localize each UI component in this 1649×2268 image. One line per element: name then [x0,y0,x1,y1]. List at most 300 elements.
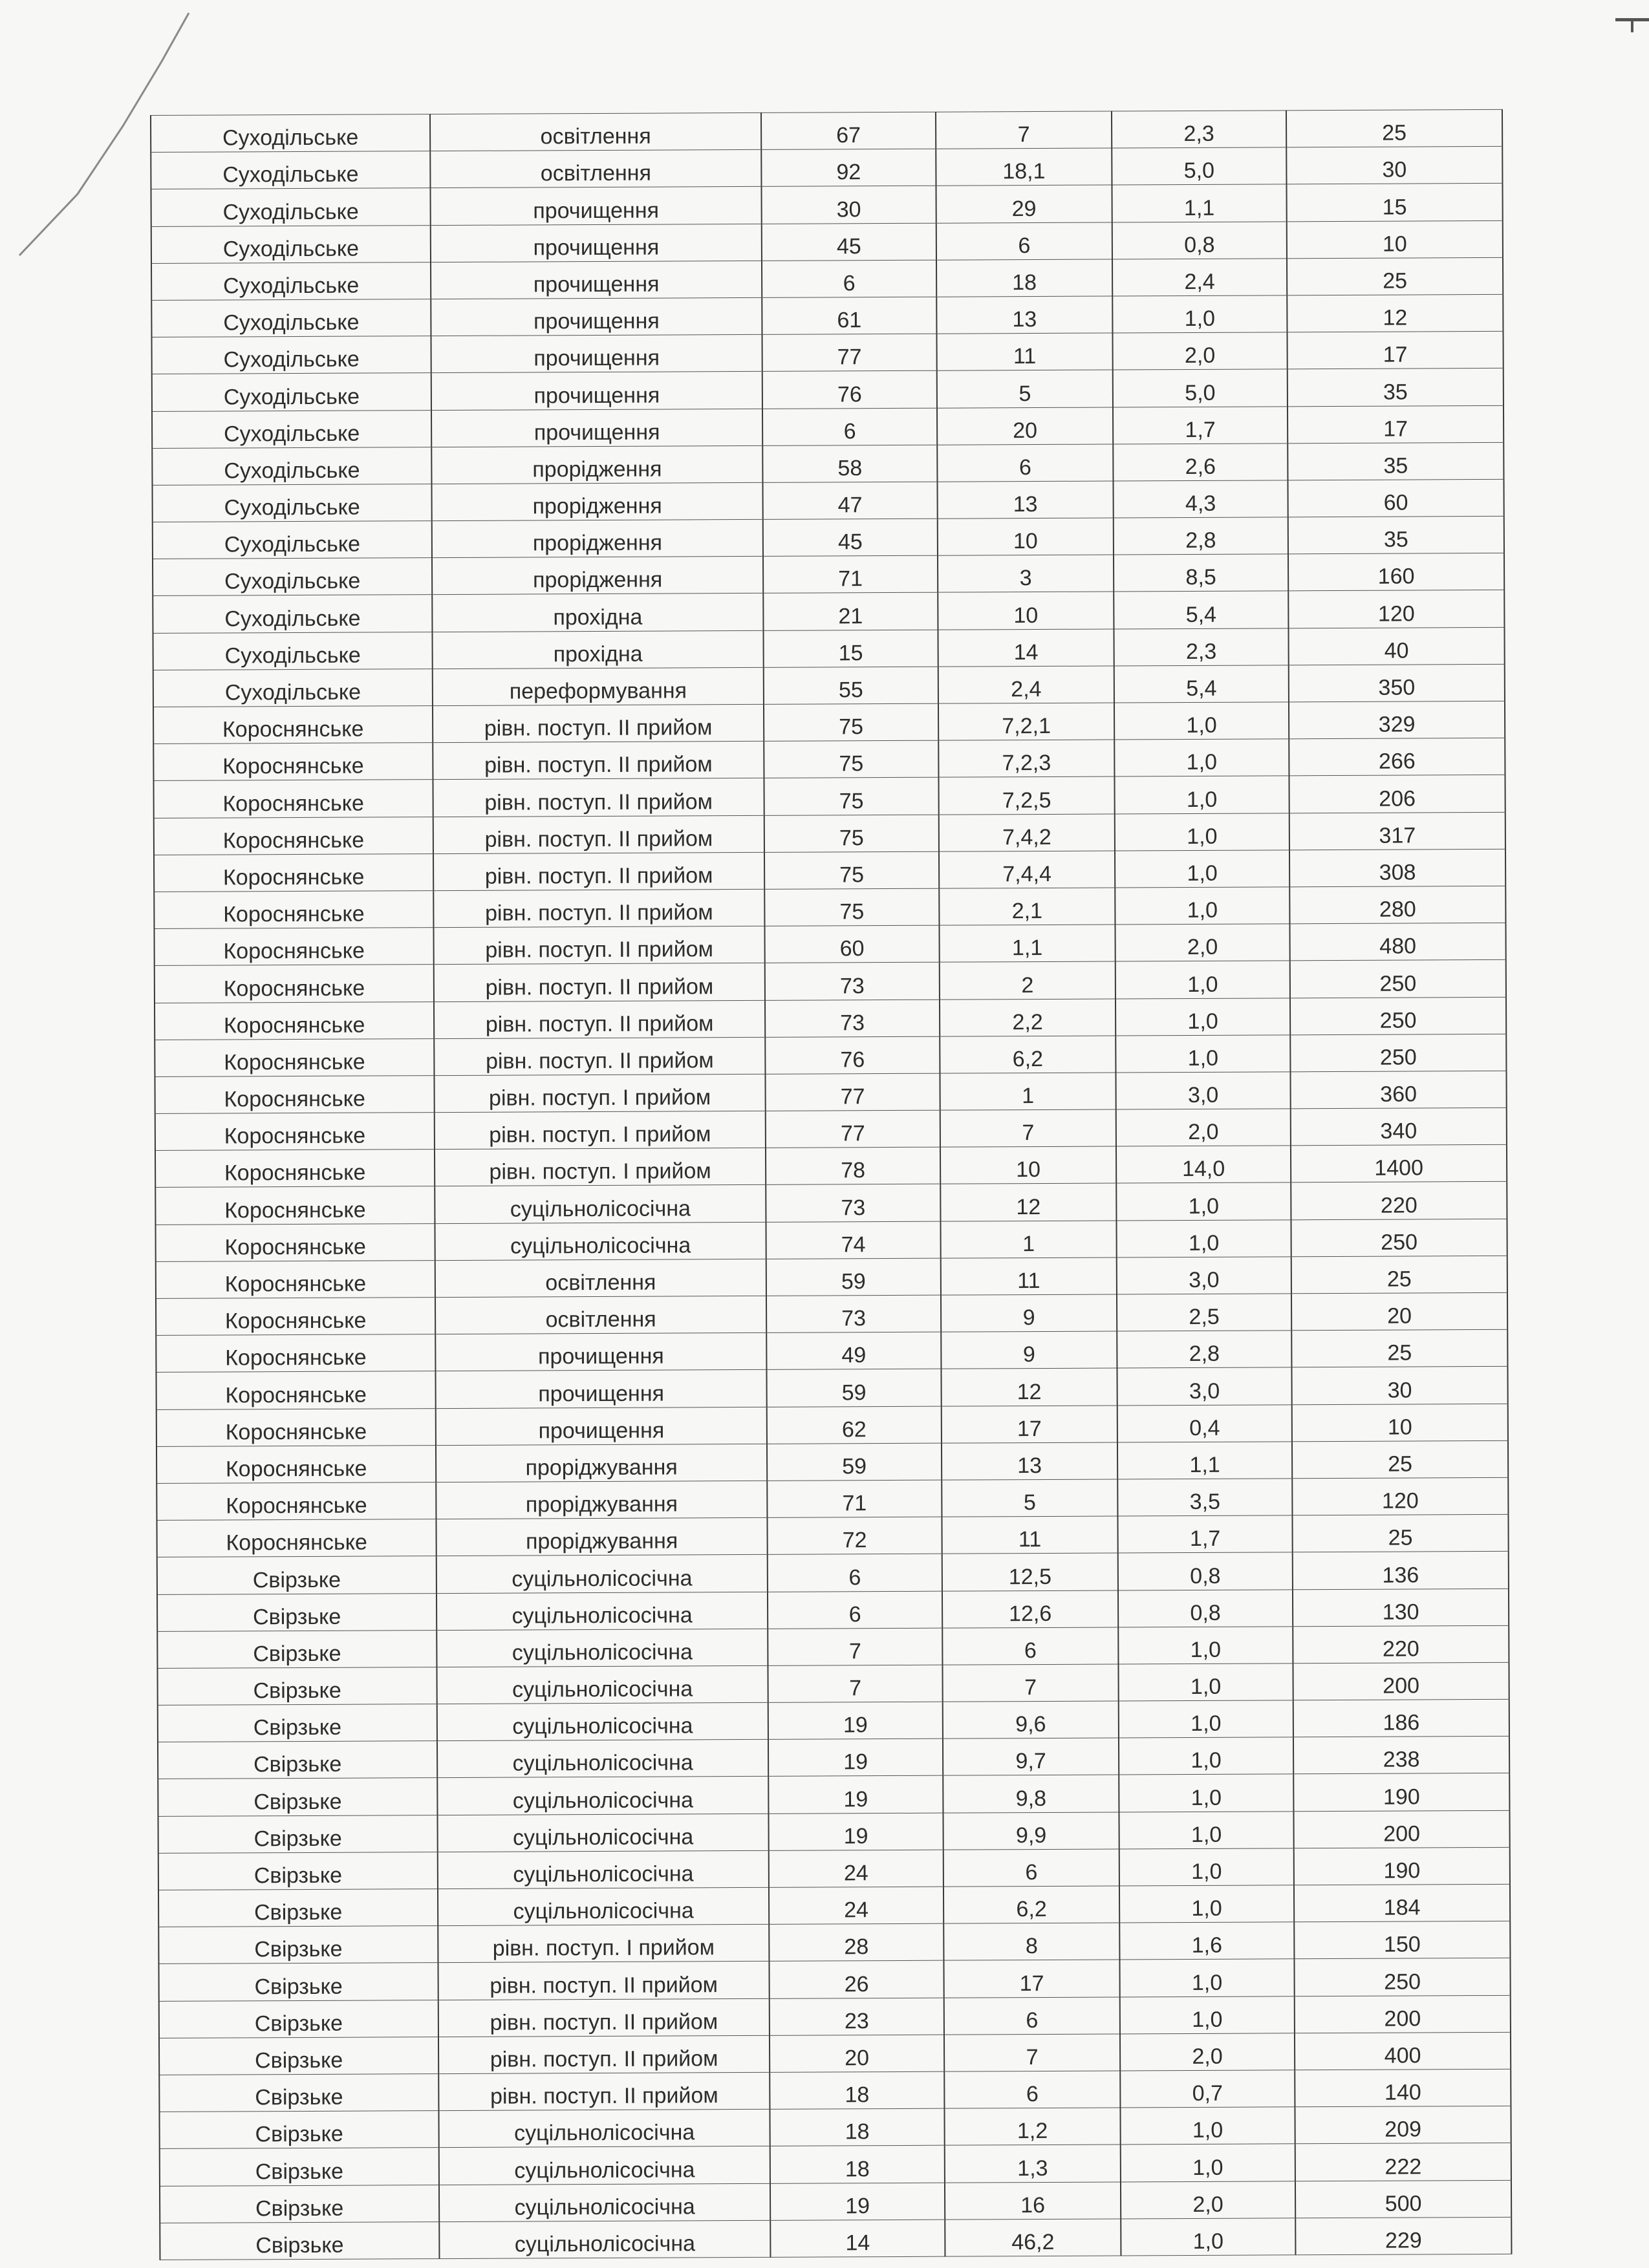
area-cell: 1,0 [1115,887,1289,925]
compartment-cell: 3 [938,555,1114,592]
forestry-cell: Суходільське [151,114,430,153]
table-row [153,553,1504,596]
volume-cell: 480 [1289,923,1505,961]
quarter-cell: 59 [767,1443,942,1481]
compartment-cell: 9,8 [943,1775,1119,1812]
compartment-cell: 5 [942,1479,1117,1517]
table-row [156,1256,1507,1298]
forestry-cell: Короснянське [155,1113,435,1151]
compartment-cell: 9 [941,1294,1117,1332]
forestry-cell: Свірзьке [158,1889,438,1927]
quarter-cell: 73 [765,1000,940,1037]
forestry-cell: Короснянське [155,1075,434,1113]
quarter-cell: 28 [769,1923,943,1961]
forestry-cell: Короснянське [154,891,433,929]
felling-type-cell: рівн. поступ. I прийом [435,1148,766,1186]
compartment-cell: 1 [940,1221,1116,1258]
quarter-cell: 23 [770,1998,944,2035]
felling-type-cell: проріджування [436,1481,767,1519]
table-row [160,2143,1511,2186]
compartment-cell: 2,1 [939,888,1115,925]
felling-table-body [151,109,1511,2260]
table-row [151,184,1503,226]
volume-cell: 220 [1293,1625,1509,1664]
area-cell: 1,0 [1121,2144,1295,2181]
felling-type-cell: суцільнолісосічна [436,1592,768,1630]
felling-type-cell: рівн. поступ. II прийом [434,1000,765,1038]
quarter-cell: 75 [764,888,939,926]
volume-cell: 329 [1289,701,1505,739]
compartment-cell: 2,2 [940,998,1116,1036]
felling-type-cell: прохідна [432,594,763,632]
volume-cell: 17 [1288,405,1503,444]
compartment-cell: 12 [941,1368,1117,1406]
area-cell: 3,0 [1116,1072,1290,1109]
table-row [154,923,1505,965]
table-row [160,2180,1511,2223]
volume-cell: 206 [1289,775,1505,813]
compartment-cell: 6 [936,222,1112,260]
forestry-cell: Свірзьке [160,2185,439,2223]
compartment-cell: 6 [944,2071,1120,2108]
compartment-cell: 7,2,3 [938,740,1114,777]
area-cell: 1,0 [1119,1885,1294,1923]
felling-type-cell: прорідження [431,445,762,484]
compartment-cell: 7 [936,111,1112,149]
felling-type-cell: суцільнолісосічна [436,1555,768,1593]
volume-cell: 12 [1287,294,1503,332]
table-row [154,886,1505,928]
felling-type-cell: суцільнолісосічна [438,1887,769,1925]
felling-type-cell: рівн. поступ. II прийом [433,704,764,742]
compartment-cell: 9,6 [943,1701,1119,1738]
forestry-cell: Свірзьке [158,1926,438,1964]
table-row [153,775,1505,818]
forestry-cell: Короснянське [156,1260,435,1298]
forestry-cell: Короснянське [153,780,433,818]
table-row [156,1367,1507,1409]
forestry-cell: Короснянське [156,1408,436,1446]
felling-type-cell: прочищення [435,1370,766,1408]
table-row [155,1182,1507,1225]
forestry-cell: Свірзьке [160,2148,439,2186]
table-row [159,2069,1511,2112]
area-cell: 1,0 [1116,961,1290,998]
quarter-cell: 18 [770,2145,945,2183]
quarter-cell: 15 [763,630,938,667]
felling-type-cell: суцільнолісосічна [436,1629,768,1667]
forestry-cell: Короснянське [154,928,433,966]
compartment-cell: 18,1 [936,148,1112,186]
area-cell: 1,7 [1117,1515,1292,1553]
area-cell: 4,3 [1113,480,1288,518]
quarter-cell: 55 [764,667,938,704]
felling-type-cell: рівн. поступ. II прийом [434,1037,765,1075]
area-cell: 2,8 [1114,517,1288,555]
volume-cell: 250 [1291,1219,1507,1257]
forestry-cell: Свірзьке [158,1741,437,1779]
area-cell: 2,0 [1121,2181,1295,2218]
quarter-cell: 74 [766,1221,940,1259]
forestry-cell: Свірзьке [158,1778,437,1816]
quarter-cell: 30 [761,186,936,224]
compartment-cell: 29 [936,185,1112,222]
area-cell: 2,0 [1115,924,1289,961]
table-row [153,590,1504,633]
table-row [152,479,1503,522]
compartment-cell: 18 [936,259,1112,297]
quarter-cell: 78 [766,1147,940,1184]
forestry-cell: Свірзьке [158,1852,438,1890]
table-row [156,1477,1508,1520]
quarter-cell: 77 [766,1110,940,1148]
forestry-cell: Суходільське [153,558,432,596]
compartment-cell: 11 [936,333,1112,370]
area-cell: 1,0 [1119,1848,1294,1886]
compartment-cell: 12,5 [942,1553,1118,1590]
compartment-cell: 13 [937,481,1113,519]
felling-type-cell: рівн. поступ. II прийом [433,926,764,964]
table-row [151,220,1503,263]
table-row [151,331,1503,374]
quarter-cell: 67 [761,112,936,149]
felling-type-cell: проріджування [436,1444,767,1482]
forestry-cell: Суходільське [153,669,433,707]
table-row [158,1921,1510,1964]
forestry-cell: Короснянське [155,1186,435,1225]
quarter-cell: 6 [762,260,936,297]
area-cell: 1,0 [1115,813,1289,850]
area-cell: 1,1 [1117,1442,1292,1479]
forestry-cell: Короснянське [156,1298,435,1336]
table-row [155,960,1506,1003]
quarter-cell: 73 [765,962,940,1000]
compartment-cell: 7,4,2 [939,814,1115,851]
felling-type-cell: прочищення [431,261,762,299]
compartment-cell: 1,3 [945,2145,1121,2182]
quarter-cell: 58 [762,445,937,482]
quarter-cell: 71 [767,1480,942,1517]
felling-type-cell: суцільнолісосічна [437,1777,768,1815]
table-row [154,812,1505,855]
felling-type-cell: рівн. поступ. I прийом [435,1111,766,1149]
table-row [159,2032,1511,2075]
forestry-cell: Суходільське [151,299,431,337]
compartment-cell: 13 [936,296,1112,334]
area-cell: 1,0 [1114,776,1289,813]
forestry-cell: Суходільське [151,262,431,300]
area-cell: 0,4 [1117,1404,1292,1442]
forestry-cell: Короснянське [155,1150,435,1188]
area-cell: 2,3 [1114,628,1288,665]
felling-type-cell: суцільнолісосічна [435,1222,766,1260]
forestry-cell: Короснянське [155,1223,435,1261]
forestry-cell: Свірзьке [160,2221,439,2260]
forestry-cell: Свірзьке [158,1815,437,1853]
forestry-cell: Короснянське [156,1519,436,1557]
felling-type-cell: прорідження [432,519,763,557]
forestry-cell: Суходільське [152,410,431,448]
volume-cell: 350 [1289,664,1505,702]
compartment-cell: 12,6 [942,1590,1118,1627]
felling-type-cell: переформування [433,667,764,705]
compartment-cell: 1,1 [939,925,1115,962]
area-cell: 1,0 [1114,702,1289,740]
compartment-cell: 9,9 [943,1812,1119,1850]
felling-type-cell: прочищення [430,187,761,225]
quarter-cell: 76 [765,1036,940,1074]
area-cell: 0,8 [1112,221,1287,259]
quarter-cell: 19 [768,1702,943,1739]
table-row [158,1958,1510,2001]
table-row [156,1292,1507,1335]
quarter-cell: 76 [762,371,937,409]
felling-type-cell: прочищення [431,297,762,336]
felling-type-cell: проріджування [436,1517,767,1556]
table-row [151,294,1503,337]
felling-type-cell: рівн. поступ. II прийом [438,1998,770,2037]
forestry-cell: Короснянське [154,817,433,855]
compartment-cell: 9,7 [943,1738,1119,1775]
quarter-cell: 72 [767,1517,942,1554]
compartment-cell: 10 [938,592,1114,629]
table-row [156,1330,1507,1373]
area-cell: 1,1 [1112,184,1286,222]
table-row [156,1514,1508,1557]
felling-type-cell: освітлення [430,150,761,188]
volume-cell: 280 [1289,886,1505,924]
quarter-cell: 75 [764,778,938,815]
quarter-cell: 59 [766,1369,941,1407]
compartment-cell: 6,2 [940,1036,1116,1073]
volume-cell: 250 [1290,960,1506,998]
area-cell: 5,0 [1113,369,1288,407]
quarter-cell: 6 [762,408,937,445]
table-row [153,627,1504,670]
table-row [155,1145,1507,1188]
compartment-cell: 6 [943,1849,1119,1887]
volume-cell: 360 [1290,1071,1506,1109]
volume-cell: 250 [1290,997,1506,1035]
volume-cell: 30 [1291,1367,1507,1405]
felling-type-cell: рівн. поступ. I прийом [434,1074,765,1112]
table-row [157,1662,1509,1705]
felling-type-cell: прочищення [431,409,762,447]
area-cell: 1,0 [1115,850,1289,888]
forestry-cell: Короснянське [156,1334,435,1373]
quarter-cell: 75 [764,740,938,778]
quarter-cell: 45 [762,223,936,261]
compartment-cell: 10 [938,518,1114,555]
compartment-cell: 1,2 [944,2108,1120,2145]
felling-type-cell: суцільнолісосічна [439,2183,770,2221]
felling-type-cell: прочищення [431,334,762,372]
area-cell: 0,8 [1118,1589,1293,1627]
volume-cell: 308 [1289,849,1505,887]
felling-type-cell: прохідна [432,630,763,669]
area-cell: 1,0 [1119,1811,1293,1848]
forestry-cell: Свірзьке [157,1630,436,1668]
table-row [155,997,1506,1040]
volume-cell: 130 [1293,1589,1509,1627]
compartment-cell: 6 [944,1997,1120,2035]
area-cell: 1,7 [1113,406,1288,444]
volume-cell: 200 [1293,1810,1509,1848]
compartment-cell: 17 [942,1406,1117,1443]
felling-type-cell: прочищення [431,372,762,410]
compartment-cell: 11 [941,1257,1117,1295]
forestry-cell: Короснянське [155,965,434,1003]
table-row [152,405,1503,448]
table-row [153,664,1505,707]
table-row [151,109,1502,152]
compartment-cell: 7,4,4 [939,851,1115,888]
felling-type-cell: рівн. поступ. II прийом [433,778,764,817]
volume-cell: 317 [1289,812,1505,850]
quarter-cell: 6 [768,1591,942,1629]
table-row [156,1440,1508,1483]
volume-cell: 209 [1295,2106,1511,2144]
volume-cell: 1400 [1291,1145,1507,1183]
compartment-cell: 14 [938,629,1114,667]
scan-edge-tick [1631,18,1633,32]
compartment-cell: 17 [943,1960,1119,1997]
quarter-cell: 24 [769,1887,943,1924]
volume-cell: 10 [1292,1404,1508,1442]
volume-cell: 340 [1291,1107,1507,1146]
felling-type-cell: суцільнолісосічна [438,1850,769,1888]
quarter-cell: 61 [762,297,936,334]
compartment-cell: 2 [940,961,1116,999]
compartment-cell: 6 [942,1627,1118,1665]
forestry-cell: Суходільське [151,336,431,374]
quarter-cell: 73 [766,1184,940,1222]
table-row [152,442,1503,485]
compartment-cell: 7 [944,2034,1120,2071]
felling-type-cell: прорідження [432,557,763,595]
forestry-cell: Суходільське [151,188,431,226]
forestry-cell: Суходільське [152,447,431,485]
volume-cell: 35 [1288,516,1504,554]
volume-cell: 120 [1288,590,1504,628]
quarter-cell: 19 [768,1813,943,1850]
compartment-cell: 2,4 [938,666,1114,703]
compartment-cell: 5 [937,370,1113,407]
table-row [155,1034,1506,1076]
area-cell: 3,0 [1117,1257,1291,1294]
table-row [158,1699,1509,1742]
forestry-cell: Короснянське [154,853,433,892]
area-cell: 1,0 [1120,1996,1295,2033]
volume-cell: 60 [1288,479,1503,517]
felling-type-cell: рівн. поступ. II прийом [433,742,764,780]
table-row [155,1219,1507,1261]
area-cell: 1,0 [1121,2218,1295,2255]
quarter-cell: 77 [762,334,936,371]
felling-type-cell: суцільнолісосічна [437,1740,768,1778]
compartment-cell: 1 [940,1073,1116,1110]
compartment-cell: 8 [943,1923,1119,1960]
area-cell: 1,0 [1119,1774,1293,1812]
felling-type-cell: рівн. поступ. I прийом [438,1925,769,1963]
quarter-cell: 19 [768,1738,943,1776]
compartment-cell: 20 [937,407,1113,445]
volume-cell: 30 [1286,147,1502,185]
volume-cell: 222 [1295,2143,1511,2181]
volume-cell: 186 [1293,1699,1509,1737]
felling-type-cell: рівн. поступ. II прийом [433,852,764,890]
felling-type-cell: рівн. поступ. II прийом [433,815,764,853]
forestry-cell: Свірзьке [157,1667,436,1705]
table-row [154,849,1505,892]
volume-cell: 250 [1294,1958,1510,1996]
area-cell: 2,8 [1117,1331,1291,1368]
quarter-cell: 19 [768,1776,943,1813]
volume-cell: 25 [1291,1256,1507,1294]
area-cell: 1,0 [1119,1959,1294,1996]
compartment-cell: 7 [940,1109,1116,1147]
quarter-cell: 26 [769,1961,943,1998]
area-cell: 2,0 [1112,332,1287,370]
table-row [155,1107,1507,1150]
table-row [158,1737,1509,1779]
forestry-cell: Суходільське [153,521,432,559]
volume-cell: 40 [1288,627,1504,665]
table-row [156,1404,1508,1446]
table-row [160,2217,1511,2260]
quarter-cell: 71 [763,555,938,593]
table-row [151,147,1502,189]
quarter-cell: 7 [768,1628,942,1665]
area-cell: 2,5 [1117,1294,1291,1331]
compartment-cell: 10 [940,1146,1116,1184]
area-cell: 2,6 [1113,444,1288,481]
area-cell: 1,0 [1116,1035,1290,1073]
table-row [158,1847,1510,1890]
felling-type-cell: прочищення [435,1333,766,1371]
table-row [157,1589,1509,1631]
table-row [158,1773,1509,1816]
quarter-cell: 18 [770,2071,944,2109]
volume-cell: 25 [1287,257,1503,295]
volume-cell: 35 [1288,442,1503,480]
compartment-cell: 7,2,1 [938,703,1114,740]
quarter-cell: 73 [766,1295,941,1332]
quarter-cell: 24 [769,1850,943,1887]
felling-type-cell: прочищення [431,224,762,262]
compartment-cell: 11 [942,1516,1117,1554]
quarter-cell: 92 [761,149,936,186]
area-cell: 1,0 [1116,1182,1291,1220]
area-cell: 1,0 [1118,1664,1293,1701]
felling-type-cell: освітлення [435,1296,766,1334]
felling-type-cell: рівн. поступ. II прийом [438,1962,769,2000]
table-row [157,1552,1509,1594]
volume-cell: 25 [1292,1514,1508,1552]
forestry-cell: Короснянське [153,706,433,744]
felling-type-cell: суцільнолісосічна [438,2109,770,2147]
felling-type-cell: освітлення [430,112,761,151]
forestry-cell: Свірзьке [159,2000,438,2038]
compartment-cell: 7,2,5 [938,776,1114,814]
compartment-cell: 6 [937,444,1113,482]
area-cell: 1,0 [1114,739,1289,776]
area-cell: 5,4 [1114,591,1288,628]
area-cell: 2,3 [1112,111,1286,148]
quarter-cell: 21 [763,593,938,630]
felling-type-cell: прочищення [436,1407,767,1445]
volume-cell: 266 [1289,738,1505,776]
